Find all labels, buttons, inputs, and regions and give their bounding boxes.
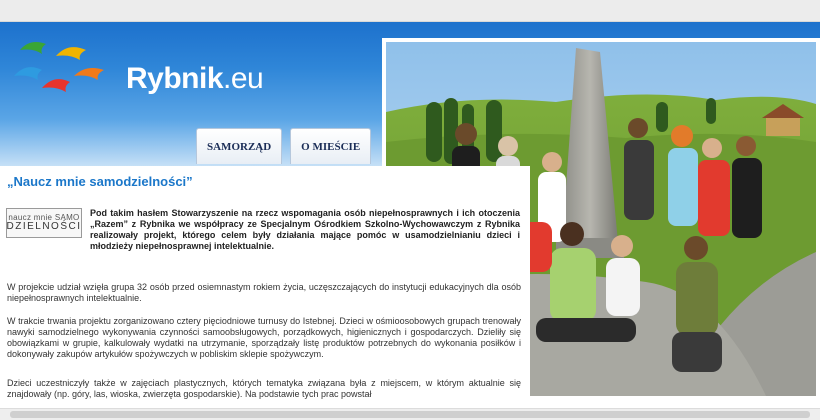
article-paragraph-3: Dzieci uczestniczyły także w zajęciach plastycznych, których tematyka związana była z miejscem, w którym aktualnie się znajdowały (np. góry, las, wioska, zwierzęta gospodarskie). Na podstawie tych prac powstał — [7, 378, 521, 399]
main-nav — [196, 128, 382, 164]
article-title: „Naucz mnie samodzielności” — [7, 174, 193, 189]
nav-item-samorzad[interactable]: SAMORZĄD — [196, 128, 282, 164]
site-name-domain: .eu — [223, 62, 264, 95]
article-paragraph-1: W projekcie udział wzięła grupa 32 osób przed osiemnastym rokiem życia, uczęszczających do instytucji edukacyjnych dla osób niepełnosprawnych intelektualnie. — [7, 282, 521, 303]
article-content — [0, 166, 530, 420]
project-logo-text-bottom: DZIELNOŚCI — [6, 221, 82, 232]
site-name[interactable] — [126, 62, 263, 96]
rybnik-dolphins-logo-icon[interactable] — [12, 36, 112, 106]
project-logo — [6, 208, 82, 238]
project-logo-text-top: naucz mnie SAMO — [8, 213, 80, 222]
scrollbar-thumb[interactable] — [10, 411, 810, 418]
header-top-strip — [0, 0, 820, 22]
article-lead: Pod takim hasłem Stowarzyszenie na rzecz wspomagania osób niepełnosprawnych i ich otoczenia „Razem” z Rybnika we współpracy ze Specjalnym Ośrodkiem Szkolno-Wychowawczym z Rybnika realizowały projekt, którego celem były działania mające pomóc w usamodzielnianiu dzieci i młodzieży niepełnosprawnej intelektualnie. — [90, 208, 520, 251]
site-name-main: Rybnik — [126, 62, 224, 95]
nav-item-o-miescie[interactable]: O MIEŚCIE — [290, 128, 371, 164]
horizontal-scrollbar[interactable] — [0, 408, 820, 420]
article-paragraph-2: W trakcie trwania projektu zorganizowano cztery pięciodniowe turnusy do Istebnej. Dzieci w ośmioosobowych grupach trenowały nawyki samodzielnego wykonywania czynności samoobsługowych, porządkowych, higienicznych i gospodarczych. Dzieliły się obowiązkami w grupie, kalkulowały wydatki na utrzymanie, sporządzały listę produktów potrzebnych do wykonania posiłków i dokonywały zakupów artykułów spożywczych w pobliskim sklepie spożywczym. — [7, 316, 521, 359]
